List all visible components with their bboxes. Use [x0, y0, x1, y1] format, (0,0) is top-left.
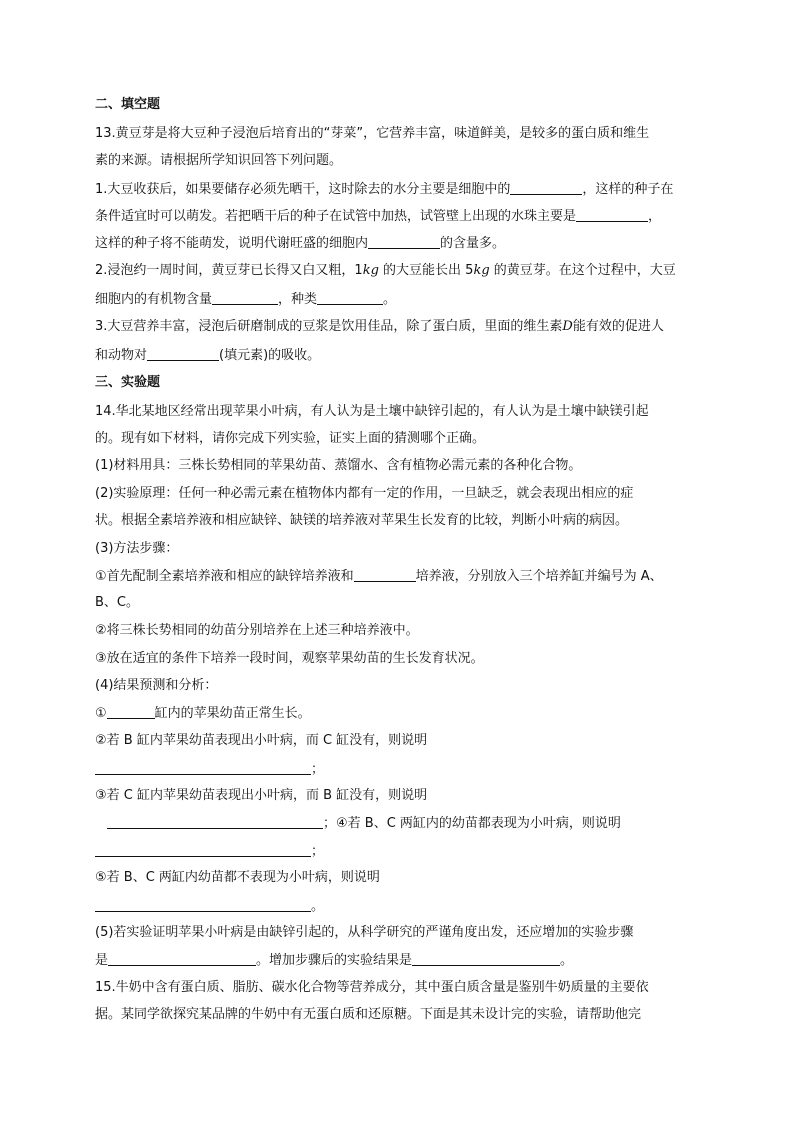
question-14-step-3: ③放在适宜的条件下培养一段时间，观察苹果幼苗的生长发育状况。 [95, 651, 484, 666]
question-14-part-5-line-2: 是 。增加步骤后的实验结果是 。 [95, 953, 574, 968]
answer-blank[interactable] [107, 814, 323, 829]
section-heading-fill-blank: 二、填空题 [95, 97, 161, 112]
answer-blank[interactable] [95, 760, 311, 775]
vitamin-d-symbol: D [562, 319, 573, 334]
question-14-result-3-and-4: ；④若 B、C 两缸内的幼苗都表现为小叶病，则说明 [107, 814, 621, 833]
question-14-step-2: ②将三株长势相同的幼苗分别培养在上述三种培养液中。 [95, 623, 419, 638]
question-14-result-5-answer: 。 [95, 897, 324, 916]
question-14-results-heading: (4)结果预测和分析： [95, 678, 218, 693]
answer-blank[interactable] [95, 842, 311, 857]
question-13-part-1-line-2: 条件适宜时可以萌发。若把晒干后的种子在试管中加热，试管壁上出现的水珠主要是 ， [95, 209, 662, 224]
question-13-part-3-line-1: 3.大豆营养丰富，浸泡后研磨制成的豆浆是饮用佳品，除了蛋白质，里面的维生素D能有效的促进人 [95, 319, 664, 334]
question-14-result-4-answer: ； [95, 842, 324, 861]
answer-blank[interactable] [147, 346, 219, 361]
question-14-materials: (1)材料用具：三株长势相同的苹果幼苗、蒸馏水、含有植物必需元素的各种化合物。 [95, 458, 582, 473]
answer-blank[interactable] [212, 290, 278, 305]
answer-blank[interactable] [95, 897, 311, 912]
answer-blank[interactable] [108, 951, 256, 966]
question-13-part-3-line-2: 和动物对 (填元素)的吸收。 [95, 348, 321, 363]
question-13-stem-line-1: 13.黄豆芽是将大豆种子浸泡后培育出的“芽菜”，它营养丰富，味道鲜美，是较多的蛋白质和维生 [95, 126, 650, 141]
answer-blank[interactable] [576, 207, 648, 222]
question-13-part-1-line-1: 1.大豆收获后，如果要储存必须先晒干，这时除去的水分主要是细胞中的 ，这样的种子在 [95, 182, 674, 197]
answer-blank[interactable] [368, 234, 440, 249]
question-14-result-5: ⑤若 B、C 两缸内幼苗都不表现为小叶病，则说明 [95, 870, 380, 885]
question-15-line-1: 15.牛奶中含有蛋白质、脂肪、碳水化合物等营养成分，其中蛋白质含量是鉴别牛奶质量的主要依 [95, 980, 649, 995]
question-14-line-1: 14.华北某地区经常出现苹果小叶病，有人认为是土壤中缺锌引起的，有人认为是土壤中缺镁引起 [95, 404, 649, 419]
unit-kg: kg [362, 263, 379, 278]
section-heading-experiment: 三、实验题 [95, 375, 161, 390]
question-14-step-1-line-2: B、C。 [95, 595, 139, 610]
question-14-step-1-line-1: ①首先配制全素培养液和相应的缺锌培养液和 培养液，分别放入三个培养缸并编号为 A、 [95, 569, 663, 584]
question-13-part-2-line-2: 细胞内的有机物含量 ，种类 。 [95, 292, 397, 307]
question-14-steps-heading: (3)方法步骤： [95, 541, 179, 556]
answer-blank[interactable] [510, 180, 582, 195]
answer-blank[interactable] [107, 704, 155, 719]
answer-blank[interactable] [317, 290, 383, 305]
question-13-stem-line-2: 素的来源。请根据所学知识回答下列问题。 [95, 153, 343, 168]
question-13-part-2-line-1: 2.浸泡约一周时间，黄豆芽已长得又白又粗，1kg 的大豆能长出 5kg 的黄豆芽。在这个过程中，大豆 [95, 263, 676, 278]
question-13-part-1-line-3: 这样的种子将不能萌发，说明代谢旺盛的细胞内 的含量多。 [95, 236, 506, 251]
question-14-part-5-line-1: (5)若实验证明苹果小叶病是由缺锌引起的，从科学研究的严谨角度出发，还应增加的实验步骤 [95, 925, 634, 940]
answer-blank[interactable] [354, 567, 416, 582]
question-14-principle-line-2: 状。根据全素培养液和相应缺锌、缺镁的培养液对苹果生长发育的比较，判断小叶病的病因。 [95, 513, 629, 528]
question-14-principle-line-1: (2)实验原理：任何一种必需元素在植物体内都有一定的作用，一旦缺乏，就会表现出相应的症 [95, 486, 634, 501]
question-14-result-2-answer: ； [95, 760, 324, 779]
unit-kg: kg [473, 263, 490, 278]
question-14-result-1: ① 缸内的苹果幼苗正常生长。 [95, 706, 311, 721]
question-14-line-2: 的。现有如下材料，请你完成下列实验，证实上面的猜测哪个正确。 [95, 431, 486, 446]
question-15-line-2: 据。某同学欲探究某品牌的牛奶中有无蛋白质和还原糖。下面是其未设计完的实验，请帮助他完 [95, 1007, 642, 1022]
question-14-result-3: ③若 C 缸内苹果幼苗表现出小叶病，而 B 缸没有，则说明 [95, 788, 428, 803]
answer-blank[interactable] [412, 951, 560, 966]
question-14-result-2: ②若 B 缸内苹果幼苗表现出小叶病，而 C 缸没有，则说明 [95, 733, 428, 748]
